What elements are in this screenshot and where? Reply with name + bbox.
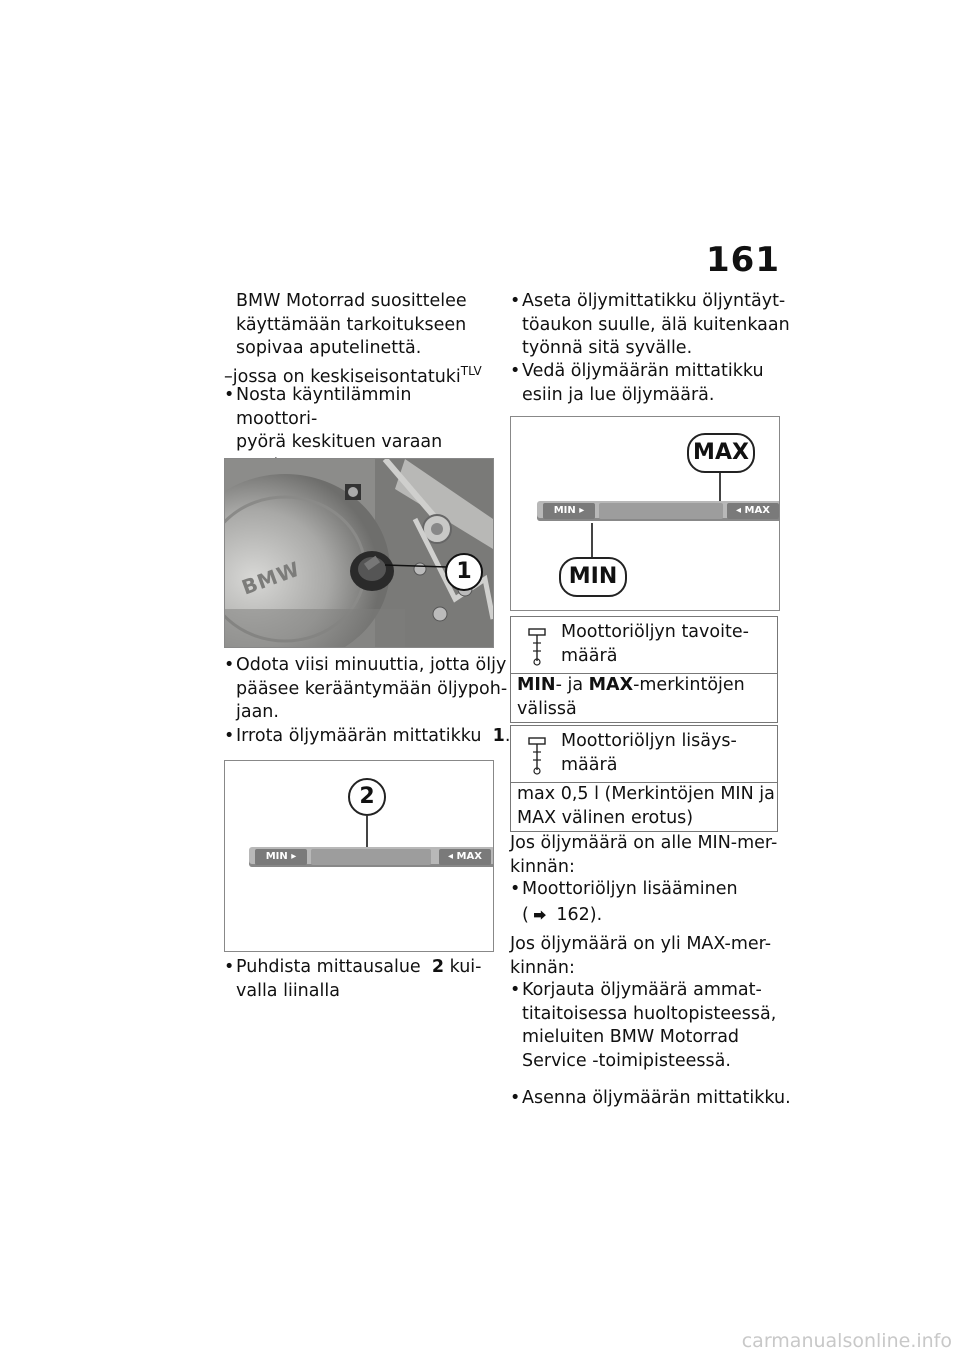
oil-target-table	[510, 616, 778, 723]
bullet-item	[510, 878, 782, 928]
punctuation: .	[504, 726, 511, 746]
bullet-line: Vedä öljymäärän mittatikku	[522, 361, 764, 381]
watermark-text: carmanualsonline.info	[741, 1330, 952, 1352]
table-header	[561, 621, 749, 668]
dipstick-min-mark: MIN ▸	[543, 503, 595, 519]
condition-line: Jos öljymäärä on yli MAX-mer-	[510, 934, 772, 954]
intro-line: sopivaa aputelinettä.	[236, 338, 422, 358]
bullet-dot: •	[510, 361, 521, 381]
dipstick-max-mark: ◂ MAX	[439, 849, 491, 865]
dipstick-bar	[249, 847, 494, 867]
option-superscript: TLV	[460, 364, 482, 378]
bullet-line: Moottoriöljyn lisääminen	[522, 879, 738, 899]
dipstick-scale	[311, 849, 431, 865]
callout-2-label: 2	[359, 784, 375, 809]
value-text: max 0,5 l (Merkintöjen MIN ja	[517, 784, 775, 804]
dipstick-bar	[537, 501, 780, 521]
bullet-line: Service -toimipisteessä.	[522, 1050, 731, 1071]
bullet-line: titaitoisessa huoltopisteessä,	[522, 1003, 777, 1024]
condition-paragraph	[510, 832, 777, 879]
engine-figure	[224, 458, 494, 648]
bullet-dot: •	[224, 957, 235, 977]
dipstick-max-mark: ◂ MAX	[727, 503, 779, 519]
engine-logo: BMW	[238, 556, 304, 600]
bullet-dot: •	[510, 980, 521, 1000]
callout-1	[445, 553, 483, 591]
dipstick-scale	[599, 503, 723, 519]
table-header-row	[511, 726, 777, 783]
bullet-item	[510, 979, 782, 1073]
bullet-dot: •	[224, 385, 235, 405]
table-value-row	[511, 674, 777, 723]
min-callout-line	[591, 523, 593, 559]
page-reference-link[interactable]: 162).	[556, 904, 603, 925]
part-reference: 1	[492, 726, 505, 746]
callout-2	[348, 778, 386, 816]
max-mark-text: MAX	[588, 675, 634, 695]
bullet-dot: •	[510, 1088, 521, 1108]
bullet-line: mieluiten BMW Motorrad	[522, 1027, 740, 1047]
bullet-line: Aseta öljymittatikku öljyntäyt-	[522, 291, 786, 311]
bullet-item	[224, 654, 508, 725]
bullet-dot: •	[510, 291, 521, 311]
max-label-bubble	[687, 433, 755, 473]
oil-dipstick-icon	[527, 627, 547, 667]
min-label-bubble	[559, 557, 627, 597]
right-column	[510, 290, 791, 1290]
bullet-line: töaukon suulle, älä kuitenkaan	[522, 314, 790, 335]
callout-1-label: 1	[456, 559, 472, 584]
bullet-dot: •	[224, 726, 235, 746]
bullet-line: Nosta käyntilämmin moottori-	[236, 385, 412, 429]
condition-line: Jos öljymäärä on alle MIN-mer-	[510, 833, 778, 853]
bullet-dot: •	[224, 655, 235, 675]
table-header-row	[511, 617, 777, 674]
oil-dipstick-icon	[527, 736, 547, 776]
left-column	[224, 290, 511, 1290]
bullet-item	[224, 956, 494, 1003]
max-label: MAX	[693, 440, 749, 465]
table-header-line: määrä	[561, 754, 618, 775]
table-header-line: Moottoriöljyn tavoite-	[561, 622, 749, 642]
page-number: 161	[706, 240, 780, 280]
value-text: -merkintöjen	[633, 675, 745, 695]
callout-line	[366, 816, 368, 850]
bullet-line: Irrota öljymäärän mittatikku	[236, 726, 482, 746]
table-header	[561, 730, 737, 777]
intro-line: käyttämään tarkoitukseen	[236, 314, 467, 335]
table-header-line: määrä	[561, 645, 618, 666]
watermark	[0, 1330, 960, 1352]
bullet-dot: •	[510, 879, 521, 899]
bullet-item	[510, 360, 782, 407]
bullet-line: Odota viisi minuuttia, jotta öljy	[236, 655, 507, 675]
value-text: MAX välinen erotus)	[517, 807, 694, 828]
bullet-line: Puhdista mittausalue	[236, 957, 421, 977]
dipstick-figure	[224, 760, 494, 952]
condition-text: –jossa on keskiseisontatuki	[224, 366, 461, 387]
bullet-line: työnnä sitä syvälle.	[522, 338, 693, 358]
table-value-row	[511, 783, 777, 832]
bullet-line: valla liinalla	[236, 980, 340, 1001]
bullet-line-tail: kui-	[449, 957, 482, 977]
part-reference: 2	[431, 957, 445, 977]
value-text: - ja	[555, 675, 589, 695]
oil-addition-table	[510, 725, 778, 832]
bullet-line: Korjauta öljymäärä ammat-	[522, 980, 762, 1000]
page-reference-arrow-icon: ⮕	[533, 908, 547, 924]
intro-line: BMW Motorrad suosittelee	[236, 291, 467, 311]
engine-illustration	[225, 459, 493, 647]
bullet-line: pyörä keskituen varaan	[236, 432, 443, 452]
condition-line: kinnän:	[510, 957, 575, 978]
value-text: välissä	[517, 698, 577, 719]
bullet-line: esiin ja lue öljymäärä.	[522, 384, 715, 405]
min-max-figure	[510, 416, 780, 611]
bullet-item	[510, 290, 790, 361]
bullet-line: Asenna öljymäärän mittatikku.	[522, 1088, 791, 1108]
bullet-item	[224, 725, 511, 749]
bullet-item	[510, 1087, 791, 1111]
intro-paragraph	[236, 290, 496, 361]
bullet-line: pääsee kerääntymään öljypoh-	[236, 678, 508, 699]
condition-paragraph	[510, 933, 771, 980]
punctuation: (	[522, 904, 529, 925]
bullet-line: jaan.	[236, 702, 279, 722]
max-callout-line	[719, 473, 721, 501]
condition-line: kinnän:	[510, 856, 575, 877]
min-mark-text: MIN	[517, 675, 556, 695]
dipstick-min-mark: MIN ▸	[255, 849, 307, 865]
min-label: MIN	[568, 564, 618, 589]
table-header-line: Moottoriöljyn lisäys-	[561, 731, 737, 751]
